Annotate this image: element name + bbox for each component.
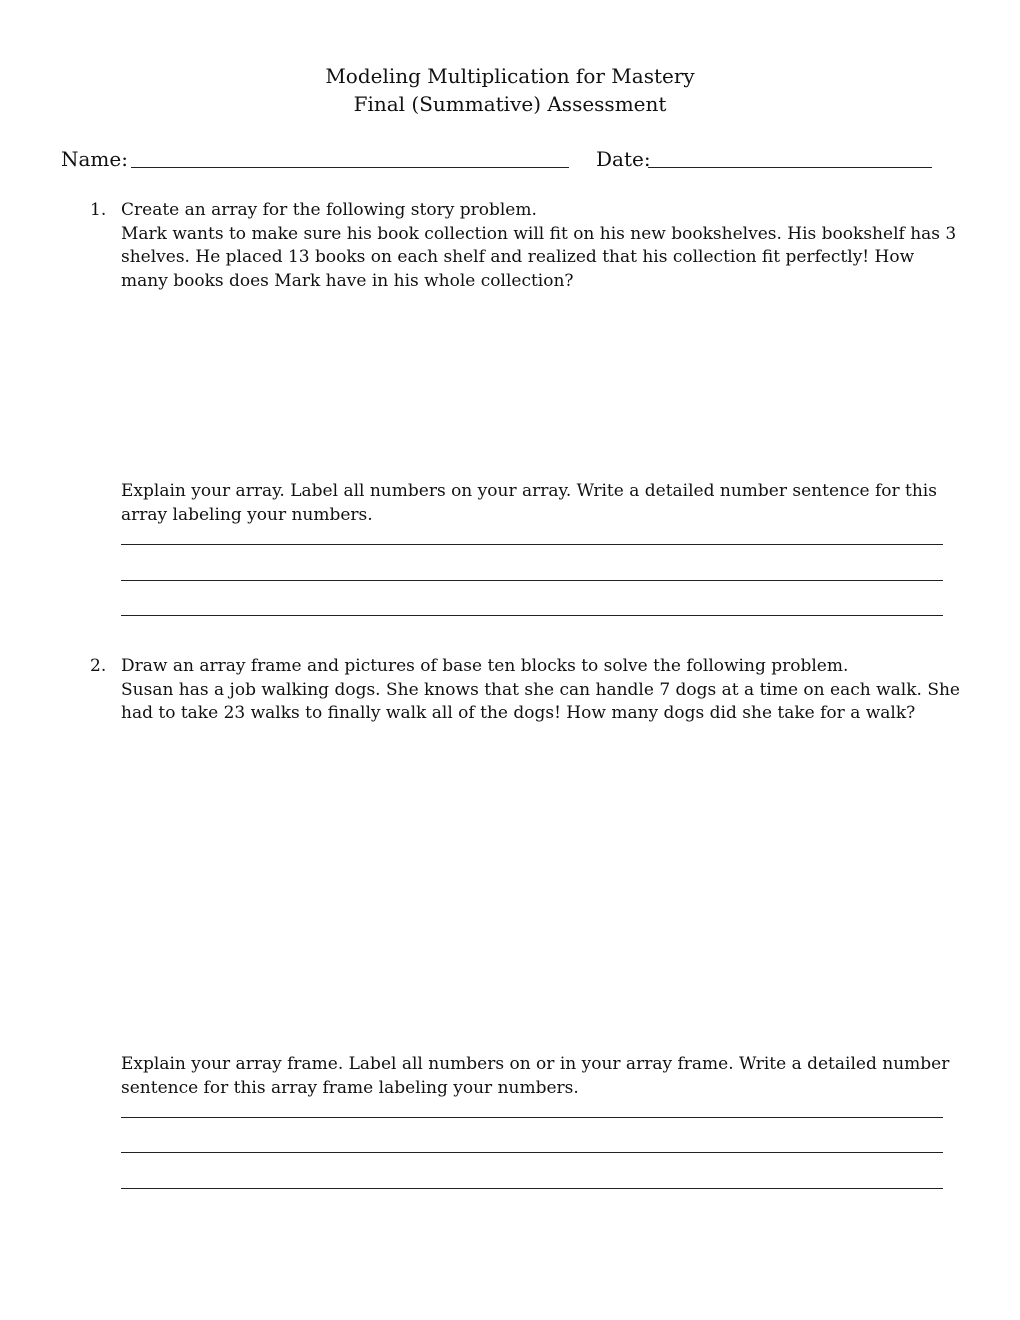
question-2-story: Susan has a job walking dogs. She knows that she can handle 7 dogs at a time on each walk. She had to take 23 walks to finally walk all of the dogs! How many dogs did she take for a walk? [121,679,960,723]
answer-line[interactable] [121,544,943,545]
date-label: Date: [596,147,651,171]
answer-line[interactable] [121,580,943,581]
question-1-number: 1. [90,200,107,220]
question-1-prompt: Create an array for the following story problem. [121,200,537,220]
worksheet-subtitle: Final (Summative) Assessment [353,92,667,116]
question-1-work-area[interactable] [121,300,943,470]
date-blank-line[interactable] [648,167,932,168]
name-blank-line[interactable] [131,167,569,168]
question-1-story: Mark wants to make sure his book collection will fit on his new bookshelves. His bookshelf has 3 shelves. He placed 13 books on each shelf and realized that his collection fit perfectly! How many books does Mark have in his whole collection? [121,223,957,291]
question-2-work-area[interactable] [121,735,943,1040]
question-1-explain: Explain your array. Label all numbers on your array. Write a detailed number sentence for this array labeling your numbers. [121,481,937,525]
answer-line[interactable] [121,1188,943,1189]
worksheet-title: Modeling Multiplication for Mastery [325,64,695,88]
answer-line[interactable] [121,1117,943,1118]
question-2-text [121,655,961,726]
question-2-number: 2. [90,656,107,676]
answer-line[interactable] [121,615,943,616]
question-1-text [121,199,961,293]
name-label: Name: [61,147,128,171]
answer-line[interactable] [121,1152,943,1153]
question-2-prompt: Draw an array frame and pictures of base ten blocks to solve the following problem. [121,656,849,676]
question-2-explain: Explain your array frame. Label all numbers on or in your array frame. Write a detailed number sentence for this array frame labeling your numbers. [121,1054,950,1098]
